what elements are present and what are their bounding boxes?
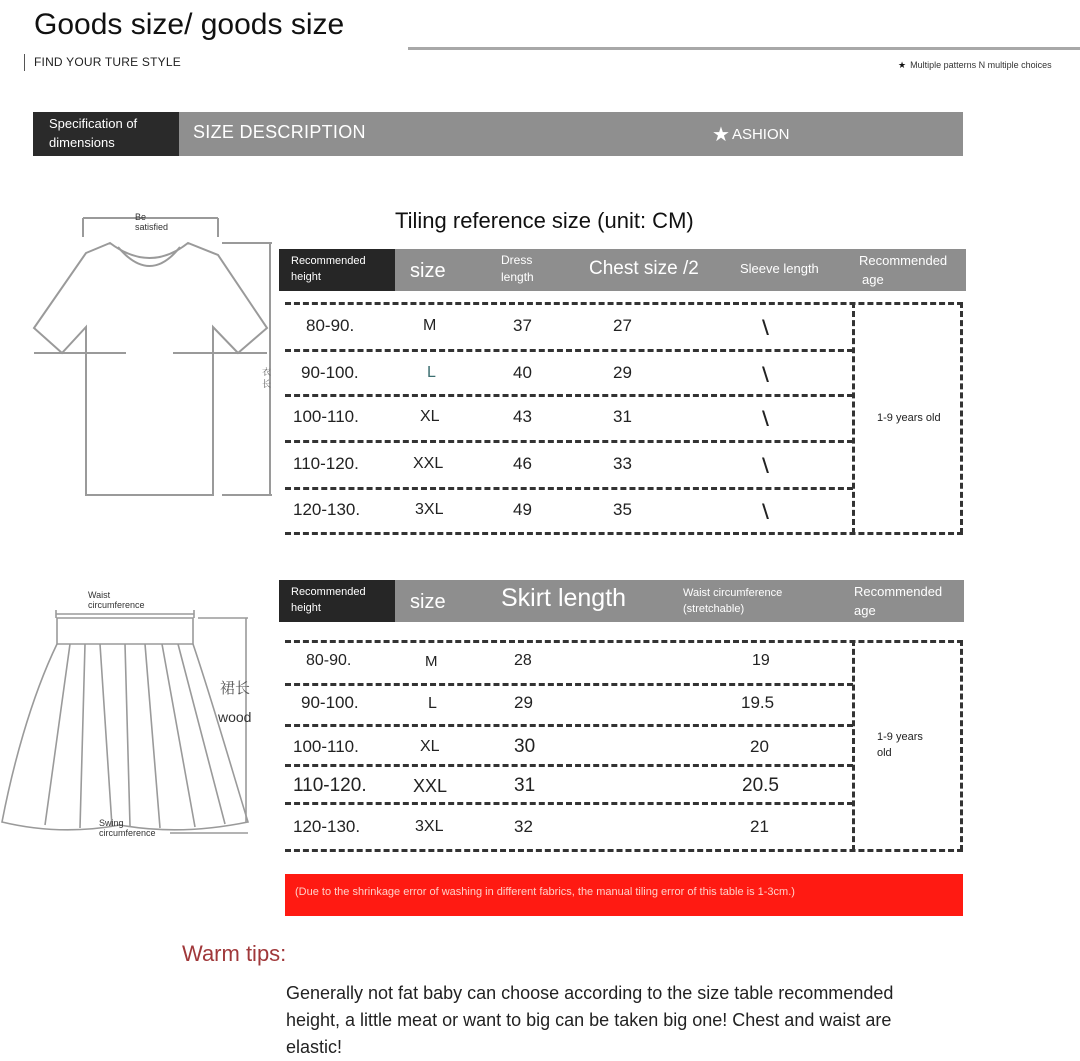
grid-line bbox=[285, 394, 853, 397]
cell-length: 43 bbox=[513, 407, 532, 426]
skirt-swing-label-line1: Swing bbox=[99, 818, 124, 828]
cell-size: 3XL bbox=[415, 818, 444, 835]
age-range: 1-9 years old bbox=[877, 412, 941, 424]
header-sleeve-length: Sleeve length bbox=[740, 261, 819, 276]
tshirt-top-label-line2: satisfied bbox=[135, 222, 169, 232]
cell-height: 90-100. bbox=[301, 363, 359, 382]
grid-line bbox=[285, 802, 853, 805]
banner-fashion bbox=[712, 122, 789, 147]
cell-height: 110-120. bbox=[293, 775, 367, 796]
banner-spec-line2: dimensions bbox=[49, 135, 115, 150]
header-chest-size: Chest size /2 bbox=[589, 258, 699, 279]
skirt-waist-label-line1: Waist bbox=[88, 590, 111, 600]
grid-line bbox=[285, 849, 963, 852]
skirt-waist-label bbox=[88, 590, 145, 610]
warm-tips-text: Generally not fat baby can choose according to the size table recommended height, a little meat or want to big can be taken big one! Chest and waist are elastic! bbox=[286, 983, 894, 1057]
skirt-swing-label bbox=[99, 818, 156, 838]
tshirt-top-label-line1: Be bbox=[135, 212, 147, 222]
header-height-line2: height bbox=[291, 602, 321, 614]
grid-line bbox=[285, 764, 853, 767]
tshirt-top-label bbox=[135, 212, 168, 232]
cell-chest: 31 bbox=[613, 407, 632, 426]
cell-height: 90-100. bbox=[301, 693, 359, 712]
header-height-line1: Recommended bbox=[291, 586, 366, 598]
cell-length: 31 bbox=[514, 775, 536, 796]
grid-line bbox=[285, 487, 853, 490]
cell-sleeve: \ bbox=[762, 316, 769, 338]
header-recommended-height bbox=[279, 249, 395, 291]
header-skirt-length: Skirt length bbox=[501, 584, 627, 612]
skirt-length-label-cn: 裙长 bbox=[220, 680, 251, 697]
grid-line bbox=[852, 640, 855, 851]
header-waist-line2: (stretchable) bbox=[683, 603, 745, 615]
cell-size: 3XL bbox=[415, 501, 444, 518]
grid-line bbox=[285, 532, 963, 535]
star-icon: ★ bbox=[712, 124, 730, 146]
cell-size: L bbox=[428, 695, 437, 712]
cell-waist: 20 bbox=[750, 737, 769, 756]
tagline bbox=[898, 60, 1052, 71]
grid-line bbox=[285, 349, 853, 352]
banner-fashion-text: ASHION bbox=[731, 126, 790, 143]
grid-line bbox=[960, 302, 963, 534]
skirt-waist-label-line2: circumference bbox=[88, 600, 145, 610]
warm-tips-title: Warm tips: bbox=[182, 941, 287, 966]
header-recommended-age bbox=[854, 582, 942, 620]
grid-line bbox=[285, 640, 963, 643]
cell-height: 110-120. bbox=[293, 454, 359, 473]
grid-line bbox=[285, 683, 853, 686]
header-age-line2: age bbox=[862, 272, 884, 287]
grid-line bbox=[285, 724, 853, 727]
header-size: size bbox=[410, 591, 446, 613]
cell-size: M bbox=[423, 317, 437, 334]
cell-chest: 33 bbox=[613, 454, 632, 473]
skirt-length-label: wood bbox=[218, 709, 252, 725]
header-rule bbox=[408, 47, 1080, 50]
cell-height: 100-110. bbox=[293, 737, 359, 756]
tshirt-diagram bbox=[28, 205, 283, 505]
header-dress-length bbox=[501, 252, 534, 286]
tagline-text: Multiple patterns N multiple choices bbox=[910, 60, 1052, 70]
cell-size: XL bbox=[420, 408, 440, 425]
title-divider bbox=[24, 54, 25, 71]
cell-length: 49 bbox=[513, 500, 532, 519]
cell-height: 120-130. bbox=[293, 817, 361, 836]
cell-waist: 21 bbox=[750, 817, 769, 836]
header-age-line2: age bbox=[854, 603, 876, 618]
cell-length: 30 bbox=[514, 736, 536, 757]
cell-height: 120-130. bbox=[293, 500, 361, 519]
age-range bbox=[877, 729, 923, 761]
grid-line bbox=[285, 302, 963, 305]
cell-length: 46 bbox=[513, 454, 532, 473]
cell-size: XXL bbox=[413, 455, 444, 472]
cell-chest: 35 bbox=[613, 500, 632, 519]
page-title: Goods size/ goods size bbox=[34, 8, 345, 41]
cell-chest: 29 bbox=[613, 363, 632, 382]
header-age-line1: Recommended bbox=[854, 584, 943, 599]
grid-line bbox=[285, 440, 853, 443]
header-dress-line2: length bbox=[501, 270, 534, 284]
cell-size: L bbox=[427, 364, 436, 381]
cell-sleeve: \ bbox=[762, 500, 769, 522]
grid-line bbox=[960, 640, 963, 851]
tshirt-length-label: 衣长 bbox=[262, 367, 272, 389]
cell-sleeve: \ bbox=[762, 407, 769, 429]
cell-height: 80-90. bbox=[306, 316, 355, 335]
banner-spec-line1: Specification of bbox=[49, 116, 138, 131]
reference-size-title: Tiling reference size (unit: CM) bbox=[395, 208, 694, 233]
header-recommended-age bbox=[859, 251, 947, 289]
header-waist-line1: Waist circumference bbox=[683, 587, 783, 599]
star-icon: ★ bbox=[898, 60, 907, 70]
cell-sleeve: \ bbox=[762, 454, 769, 476]
cell-chest: 27 bbox=[613, 316, 632, 335]
banner-size-description: SIZE DESCRIPTION bbox=[193, 122, 366, 142]
cell-waist: 19.5 bbox=[741, 693, 775, 712]
cell-height: 100-110. bbox=[293, 407, 359, 426]
header-waist-circumference bbox=[683, 585, 782, 617]
cell-length: 29 bbox=[514, 693, 533, 712]
header-age-line1: Recommended bbox=[859, 253, 948, 268]
cell-waist: 19 bbox=[752, 652, 770, 669]
header-recommended-height bbox=[279, 580, 395, 622]
cell-size: XXL bbox=[413, 776, 448, 796]
cell-size: M bbox=[425, 653, 438, 670]
cell-waist: 20.5 bbox=[742, 775, 779, 796]
age-range-line1: 1-9 years bbox=[877, 731, 923, 743]
page-subtitle: FIND YOUR TURE STYLE bbox=[34, 55, 181, 69]
header-height-line1: Recommended bbox=[291, 255, 366, 267]
header-dress-line1: Dress bbox=[501, 253, 533, 267]
skirt-swing-label-line2: circumference bbox=[99, 828, 156, 838]
cell-height: 80-90. bbox=[306, 652, 352, 669]
cell-length: 40 bbox=[513, 363, 532, 382]
header-height-line2: height bbox=[291, 271, 321, 283]
skirt-table-header bbox=[279, 580, 964, 622]
grid-line bbox=[852, 302, 855, 534]
cell-length: 28 bbox=[514, 652, 532, 669]
age-range-line2: old bbox=[877, 747, 892, 759]
cell-length: 32 bbox=[514, 817, 533, 836]
cell-size: XL bbox=[420, 738, 440, 755]
cell-length: 37 bbox=[513, 316, 532, 335]
top-table-header bbox=[279, 249, 966, 291]
banner-spec-label bbox=[33, 112, 179, 156]
header-size: size bbox=[410, 260, 446, 282]
cell-sleeve: \ bbox=[762, 363, 769, 385]
shrinkage-note: (Due to the shrinkage error of washing in different fabrics, the manual tiling error of this table is 1-3cm.) bbox=[285, 874, 963, 916]
